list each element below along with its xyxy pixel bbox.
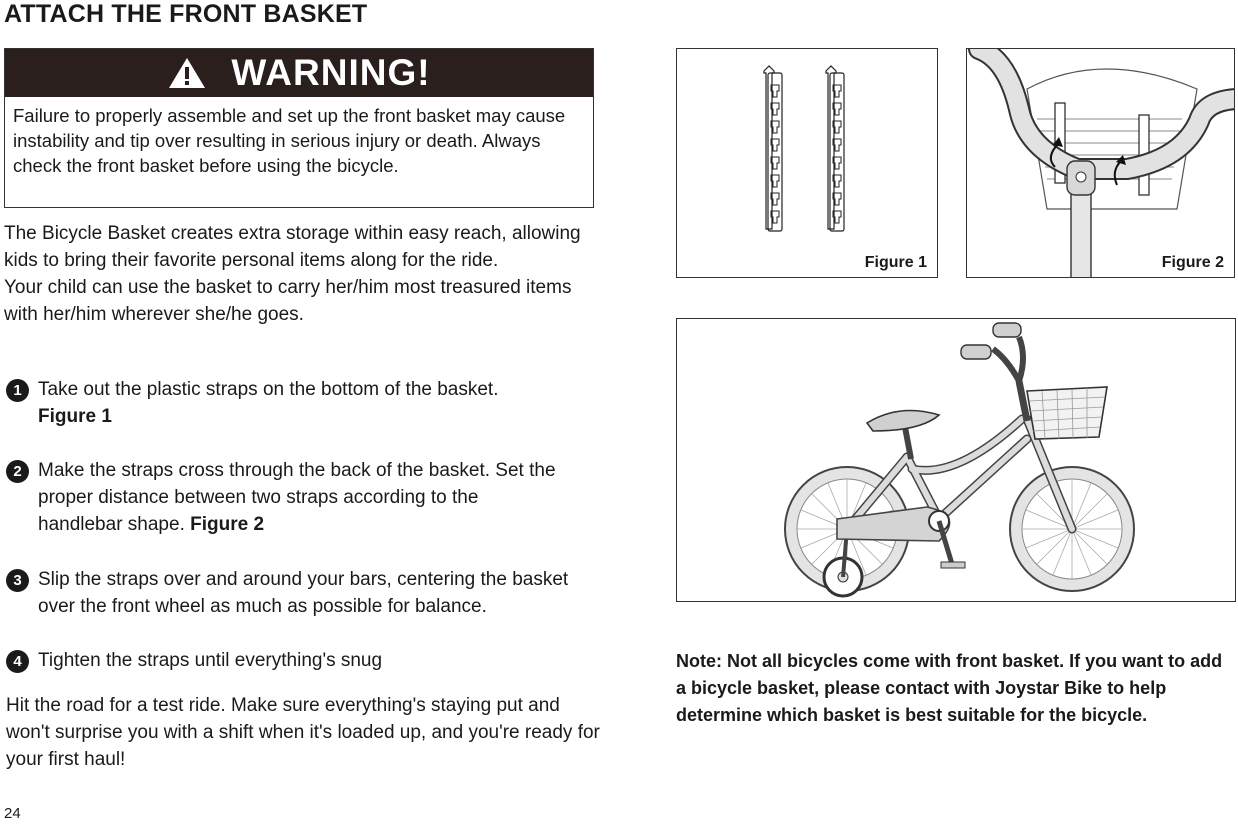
step-2-figure-ref: Figure 2 xyxy=(190,514,265,535)
figure-1-label: Figure 1 xyxy=(864,254,927,271)
step-number-3: 3 xyxy=(6,569,29,592)
step-4 xyxy=(6,647,606,674)
warning-triangle-icon xyxy=(167,56,207,90)
step-1-text: Take out the plastic straps on the bottom of the basket. xyxy=(38,379,499,400)
warning-heading: WARNING! xyxy=(231,52,431,93)
step-4-text: Tighten the straps until everything's snug xyxy=(38,650,383,671)
bicycle-illustration xyxy=(677,319,1236,602)
step-2 xyxy=(6,457,606,538)
outro-text: Hit the road for a test ride. Make sure everything's staying put and won't surprise you with a shift when it's loaded up, and you're ready for your first haul! xyxy=(6,695,600,770)
note-text: Note: Not all bicycles come with front basket. If you want to add a bicycle basket, please contact with Joystar Bike to help determine which basket is best suitable for the bicycle. xyxy=(676,651,1223,725)
figure-1 xyxy=(676,48,938,278)
step-3 xyxy=(6,566,606,620)
plastic-straps-illustration xyxy=(677,49,938,278)
step-2-text: Make the straps cross through the back of the basket. Set the proper distance between two straps according to the handlebar shape. xyxy=(38,460,556,535)
step-1-figure-ref: Figure 1 xyxy=(38,406,112,427)
warning-box xyxy=(4,48,594,208)
intro-paragraph-1: The Bicycle Basket creates extra storage within easy reach, allowing kids to bring their favorite personal items along for the ride. xyxy=(4,223,581,271)
step-3-text: Slip the straps over and around your bars, centering the basket over the front wheel as much as possible for balance. xyxy=(38,569,569,617)
figure-2-label: Figure 2 xyxy=(1161,254,1224,271)
handlebar-strap-illustration xyxy=(967,49,1235,278)
page-number: 24 xyxy=(4,805,21,822)
figure-2 xyxy=(966,48,1235,278)
intro-paragraph-2: Your child can use the basket to carry her/him most treasured items with her/him wherever she/he goes. xyxy=(4,277,572,325)
intro-text xyxy=(4,220,604,328)
step-number-2: 2 xyxy=(6,460,29,483)
step-number-4: 4 xyxy=(6,650,29,673)
step-1 xyxy=(6,376,606,430)
page-title: ATTACH THE FRONT BASKET xyxy=(4,0,368,28)
warning-header xyxy=(5,49,593,97)
warning-text: Failure to properly assemble and set up the front basket may cause instability and tip over resulting in serious injury or death. Always check the front basket before using the bicycle. xyxy=(13,105,566,176)
step-number-1: 1 xyxy=(6,379,29,402)
bicycle-figure xyxy=(676,318,1236,602)
